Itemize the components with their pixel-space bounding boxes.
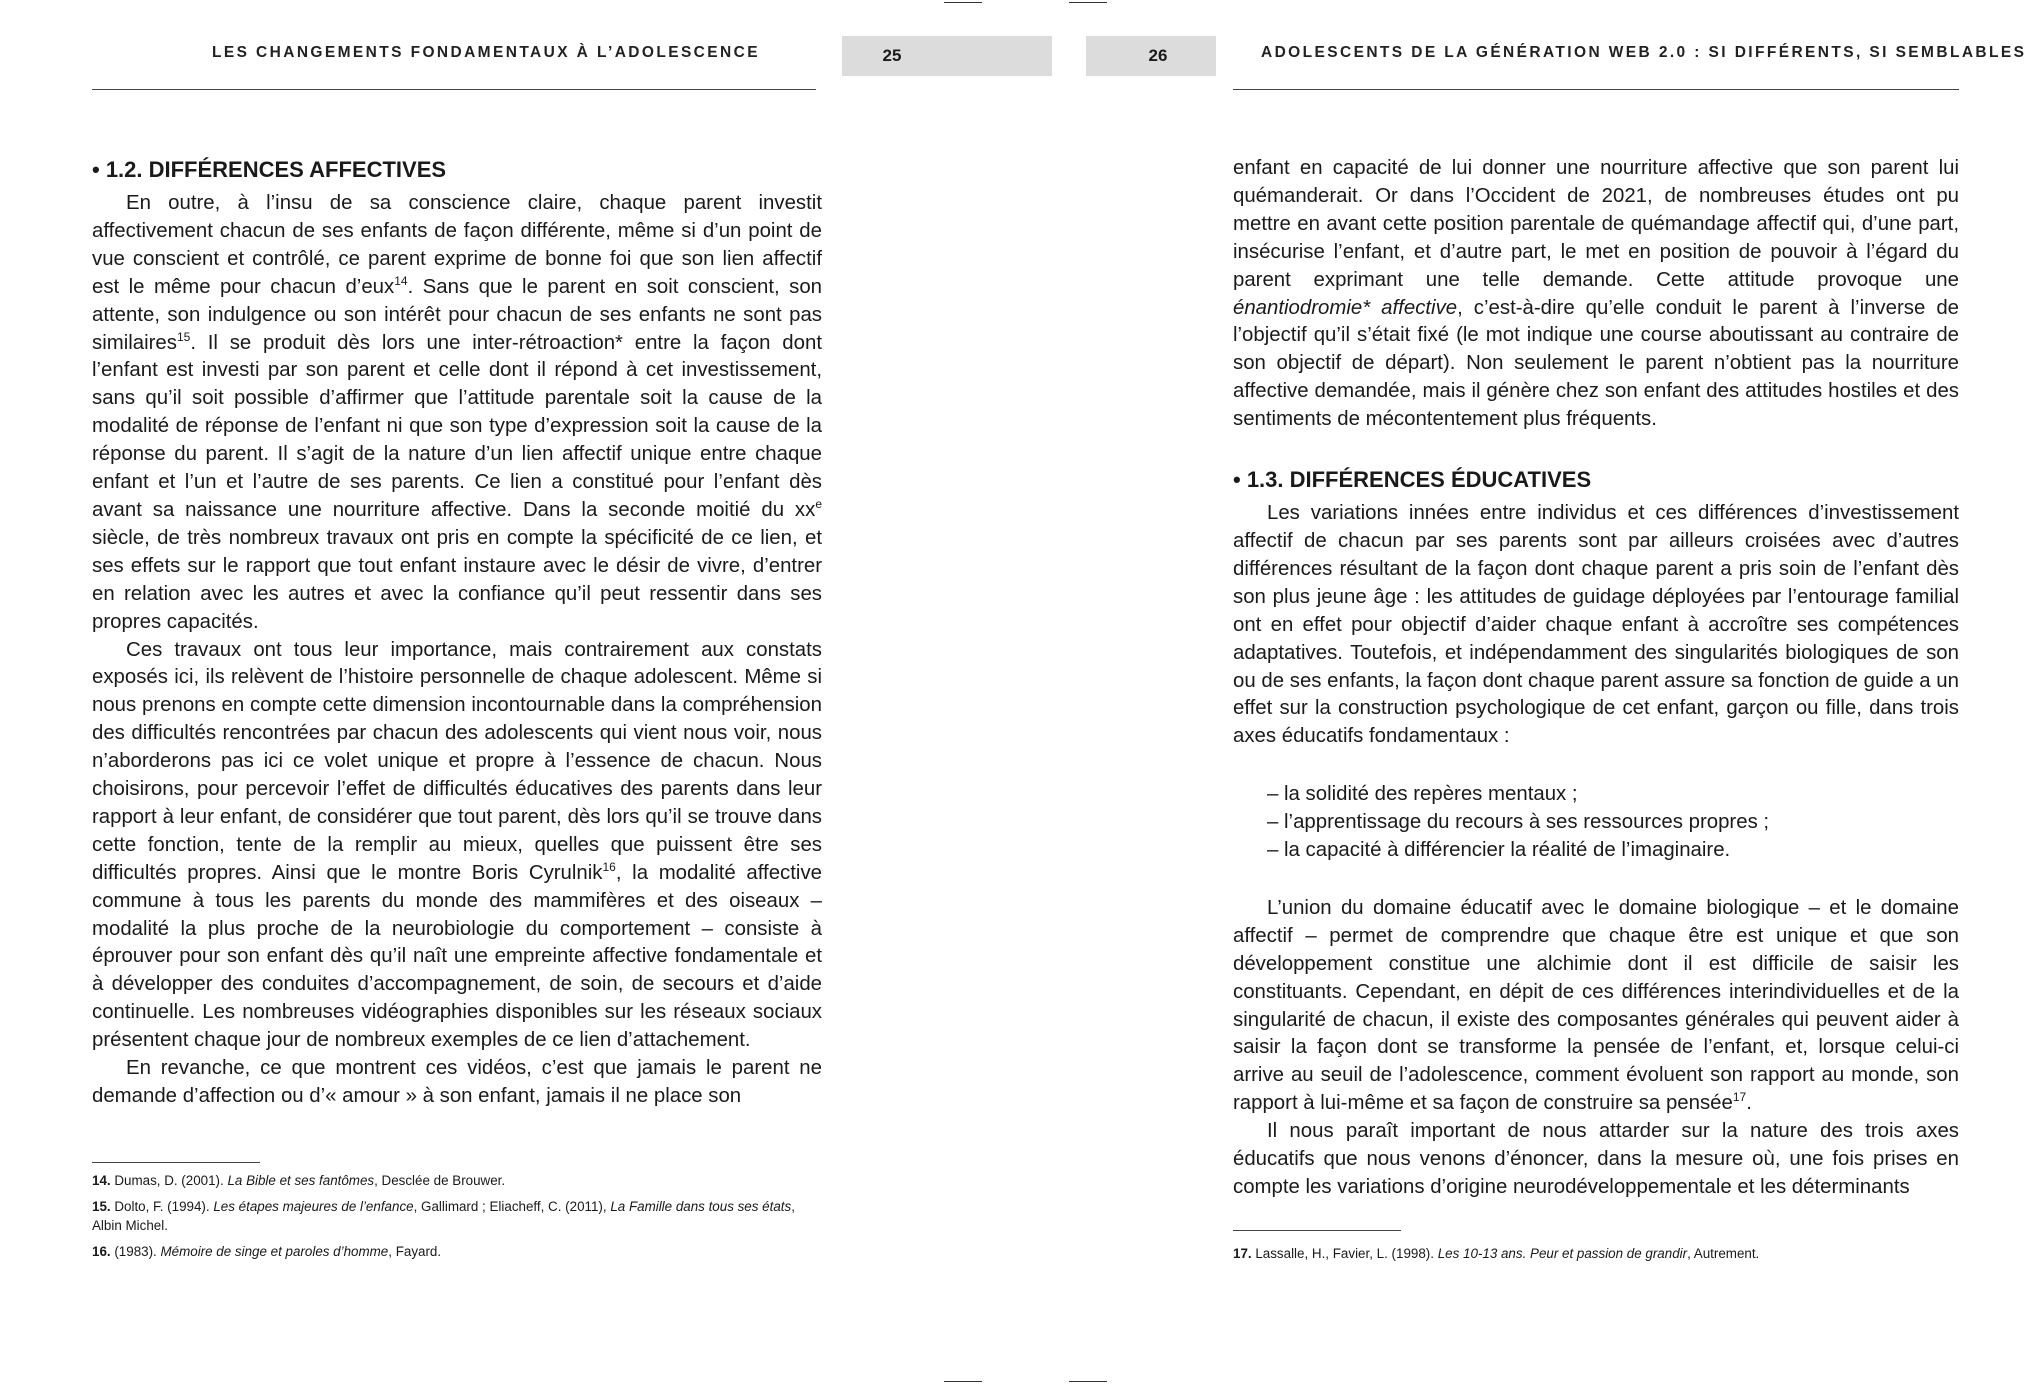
footnotes: [1233, 1244, 1959, 1270]
paragraph: L’union du domaine éducatif avec le domaine biologique – et le domaine affectif – permet de comprendre que chaque être est unique et que son développement constitue une alchimie dont il est difficile de saisir les constituants. Cependant, en dépit de ces différences interindividuelles et de la singularité de chacun, il existe des composantes générales qui peuvent aider à saisir la façon dont se transforme la pensée de l’enfant, et, lorsque celui-ci arrive au seuil de l’adolescence, comment évoluent son rapport au monde, son rapport à lui-même et sa façon de construire sa pensée$^{17}$.: [1233, 896, 1959, 1115]
footnote: 14. Dumas, D. (2001). La Bible et ses fantômes, Desclée de Brouwer.: [92, 1173, 506, 1188]
running-head: ADOLESCENTS DE LA GÉNÉRATION WEB 2.0 : SI DIFFÉRENTS, SI SEMBLABLES: [1261, 44, 2027, 61]
folio-text: 26: [1148, 46, 1168, 65]
paragraph: En outre, à l’insu de sa conscience claire, chaque parent investit affectivement chacun de ses enfants de façon différente, même si d’un point de vue conscient et contrôlé, ce parent exprime de bonne foi que son lien affectif est le même pour chacun d’eux$^{14}$. Sans que le parent en soit conscient, son attente, son indulgence ou son intérêt pour chacun de ses enfants ne sont pas similaires$^{15}$. Il se produit dès lors une inter-rétroaction* entre la façon dont l’enfant est investi par son parent et celle dont il répond à cet investissement, sans qu’il soit possible d’affirmer que l’attitude parentale soit la cause de la modalité de réponse de l’enfant ni que son type d’expression soit la cause de la réponse du parent. Il s’agit de la nature d’un lien affectif unique entre chaque enfant et l’un et l’autre de ses parents. Ce lien a constitué pour l’enfant dès avant sa naissance une nourriture affective. Dans la seconde moitié du $xx^e$ siècle, de très nombreux travaux ont pris en compte la spécificité de ce lien, et ses effets sur le rapport que tout enfant instaure avec le désir de vivre, d’entrer en relation avec les autres et avec la confiance qu’il peut ressentir dans ses propres capacités.: [92, 192, 822, 633]
paragraph: En revanche, ce que montrent ces vidéos, c’est que jamais le parent ne demande d’affection ou d’« amour » à son enfant, jamais il ne place son: [92, 1057, 822, 1107]
crop-mark: [1069, 1381, 1107, 1382]
list-item: – la solidité des repères mentaux ;: [1267, 783, 1578, 806]
left-page: [92, 0, 902, 1385]
paragraph: Il nous paraît important de nous attarder sur la nature des trois axes éducatifs que nous venons d’énoncer, dans la mesure où, une fois prises en compte les variations d’origine neurodéveloppementale et les déterminants: [1233, 1120, 1959, 1198]
page-number: [842, 36, 1052, 76]
header-rule: [1233, 89, 1959, 90]
list-item: – la capacité à différencier la réalité de l’imaginaire.: [1267, 839, 1731, 862]
section-title: • 1.3. DIFFÉRENCES ÉDUCATIVES: [1233, 467, 1592, 493]
paragraph: Ces travaux ont tous leur importance, mais contrairement aux constats exposés ici, ils relèvent de l’histoire personnelle de chaque adolescent. Même si nous prenons en compte cette dimension incontournable dans la compréhension des difficultés rencontrées par chacun des adolescents qui vient nous voir, nous n’aborderons pas ici ce volet unique et propre à l’essence de chacun. Nous choisirons, pour percevoir l’effet de difficultés éducatives des parents dans leur rapport à leur enfant, de considérer que tout parent, dès lors qu’il se trouve dans cette fonction, tente de la remplir au mieux, quelles que puissent être ses difficultés propres. Ainsi que le montre Boris Cyrulnik$^{16}$, la modalité affective commune à tous les parents du monde des mammifères et des oiseaux – modalité la plus proche de la neurobiologie du comportement – consiste à éprouver pour son enfant dès qu’il naît une empreinte affective fondamentale et à développer des conduites d’accompagnement, de soin, de secours et d’aide continuelle. Les nombreuses vidéographies disponibles sur les réseaux sociaux présentent chaque jour de nombreux exemples de ce lien d’attachement.: [92, 638, 822, 1052]
crop-mark: [944, 2, 982, 3]
crop-mark: [944, 1381, 982, 1382]
crop-mark: [1069, 2, 1107, 3]
footnote-ref: 16: [602, 859, 616, 874]
main-text: [1233, 155, 1959, 1202]
running-head: LES CHANGEMENTS FONDAMENTAUX À L’ADOLESCENCE: [212, 44, 760, 61]
folio-text: 25: [882, 46, 902, 65]
footnote: 16. (1983). Mémoire de singe et paroles d’homme, Fayard.: [92, 1243, 442, 1259]
footnote-ref: 14: [394, 273, 408, 288]
header-rule: [92, 89, 816, 90]
footnote-ref: 17: [1732, 1090, 1747, 1105]
footnote-rule: [1233, 1230, 1401, 1231]
footnote: 17. Lassalle, H., Favier, L. (1998). Les 10-13 ans. Peur et passion de grandir, Autrement.: [1233, 1246, 1760, 1261]
bullet-list: [1233, 781, 1959, 865]
footnote-ref: 15: [176, 329, 191, 344]
paragraph: Les variations innées entre individus et ces différences d’investissement affectif de chacun par ses parents sont par ailleurs croisées avec d’autres différences résultant de la façon dont chaque parent a pris soin de l’enfant dès son plus jeune âge : les attitudes de guidage déployées par l’entourage familial ont en effet pour objectif d’aider chaque enfant à accroître ses compétences adaptatives. Toutefois, et indépendamment des singularités biologiques de son ou de ses enfants, la façon dont chaque parent assure sa fonction de guide a un effet sur la construction psychologique de cet enfant, garçon ou fille, dans trois axes éducatifs fondamentaux :: [1233, 502, 1959, 748]
footnote-rule: [92, 1162, 260, 1163]
main-text: [92, 152, 822, 1111]
page-number: [1086, 36, 1216, 76]
section-title: • 1.2. DIFFÉRENCES AFFECTIVES: [92, 157, 447, 182]
footnote: 15. Dolto, F. (1994). Les étapes majeures de l’enfance, Gallimard ; Eliacheff, C. (2011), La Famille dans tous ses états, Albin Michel.: [92, 1198, 795, 1233]
right-page: [1148, 0, 2027, 1385]
paragraph: enfant en capacité de lui donner une nourriture affective que son parent lui quémanderait. Or dans l’Occident de 2021, de nombreuses études ont pu mettre en avant cette position parentale de quémandage affectif qui, d’une part, insécurise l’enfant, et d’autre part, le met en position de pouvoir à l’égard du parent exprimant une telle demande. Cette attitude provoque une énantiodromie* affective, c’est-à-dire qu’elle conduit le parent à l’inverse de l’objectif qu’il s’était fixé (le mot indique une course aboutissant au contraire de son objectif de départ). Non seulement le parent n’obtient pas la nourriture affective demandée, mais il génère chez son enfant des attitudes hostiles et des sentiments de mécontentement plus fréquents.: [1233, 157, 1959, 431]
list-item: – l’apprentissage du recours à ses ressources propres ;: [1267, 811, 1770, 834]
footnotes: [92, 1171, 822, 1267]
